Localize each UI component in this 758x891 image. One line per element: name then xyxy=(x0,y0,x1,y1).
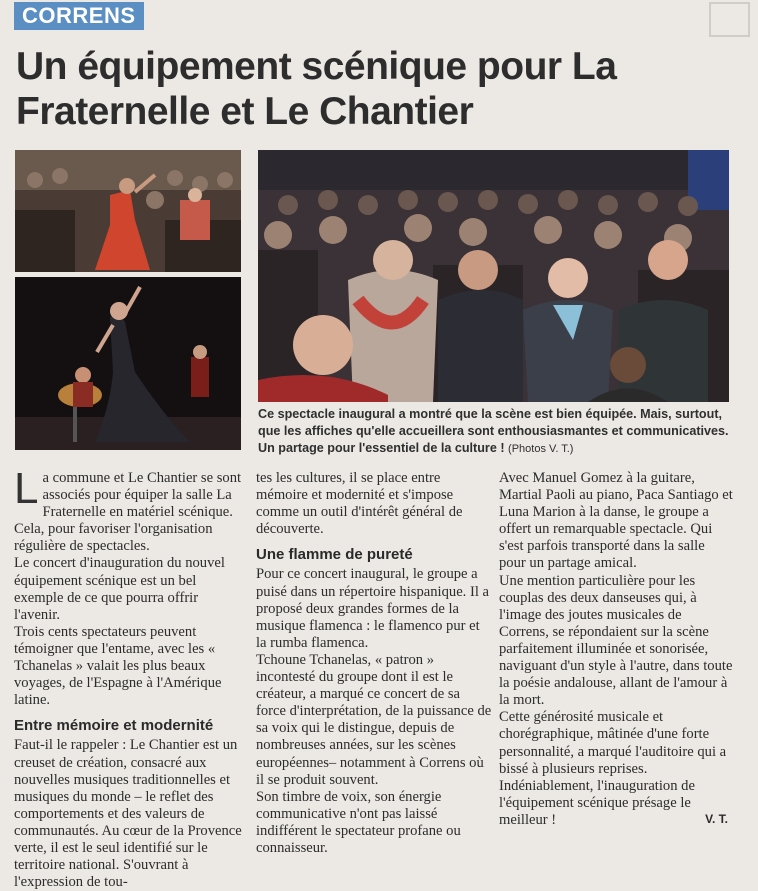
article-paragraph xyxy=(14,464,244,555)
article-paragraph: Cette générosité musicale et chorégraphique, mâtinée d'une forte personnalité, a marqué l'auditoire qui a bissé à plusieurs reprises. xyxy=(499,709,727,777)
headline: Un équipement scénique pour La Fraternelle et Le Chantier xyxy=(16,45,617,133)
article-column-1 xyxy=(14,464,244,891)
article-fulltext xyxy=(0,829,1,830)
article-paragraph: Le concert d'inauguration du nouvel équipement scénique est un bel exemple de ce que pourra offrir l'avenir. xyxy=(14,555,225,623)
article-column-2 xyxy=(256,470,492,857)
intro-text: a commune et Le Chantier se sont associés pour équiper la salle La Fraternelle en matériel scénique. Cela, pour favoriser l'organisation régulière de spectacles. xyxy=(14,470,242,555)
article-paragraph: Faut-il le rappeler : Le Chantier est un creuset de création, consacré aux nouvelles musiques traditionnelles et musiques du monde – le reflet des comportements et des valeurs de communautés. Au cœur de la Provence verte, il est le seul identifié sur le territoire national. S'ouvrant à l'expression de tou- xyxy=(14,737,242,891)
subheading-memoire: Entre mémoire et modernité xyxy=(14,717,214,735)
article-paragraph: Tchoune Tchanelas, « patron » incontesté du groupe dont il est le créateur, a marqué ce concert de sa force d'interprétation, de la puissance de sa voix qui le distingue, depuis de nombreuses années, sur les scènes européennes– notamment à Correns où il se produit souvent. xyxy=(256,651,492,788)
photo-dance-audience xyxy=(15,150,241,272)
article-paragraph: Pour ce concert inaugural, le groupe a puisé dans un répertoire hispanique. Il a proposé deux grandes formes de la musique flamenca : le flamenco pur et la rumba flamenca. xyxy=(256,566,490,651)
bleed-through-box xyxy=(709,2,750,37)
section-rubric: CORRENS xyxy=(14,2,144,30)
article-paragraph: Avec Manuel Gomez à la guitare, Martial Paoli au piano, Paca Santiago et Luna Marion à la danse, le groupe a offert un remarquable spectacle. Qui s'est parfois transporté dans la salle pour un partage amical. xyxy=(499,470,733,572)
subheading-flamme: Une flamme de pureté xyxy=(256,546,413,564)
article-paragraph: tes les cultures, il se place entre mémoire et modernité et s'impose comme un outil d'intérêt général de découverte. xyxy=(256,470,463,538)
photo-flamenco-dancer xyxy=(15,277,241,450)
article-column-3 xyxy=(499,470,733,829)
caption-text: Ce spectacle inaugural a montré que la scène est bien équipée. Mais, surtout, que les affiches qu'elle accueillera sont enthousiasmantes et communicatives. Un partage pour l'essentiel de la culture ! xyxy=(258,407,729,455)
photo-audience xyxy=(258,150,729,402)
article-paragraph: Trois cents spectateurs peuvent témoigner que l'entame, avec les « Tchanelas » valait les plus beaux voyages, de l'Espagne à l'Amérique latine. xyxy=(14,623,222,709)
photo-caption xyxy=(258,406,730,458)
article-paragraph: Son timbre de voix, son énergie communicative n'ont pas laissé indifférent le spectateur profane ou connaisseur. xyxy=(256,788,461,856)
drop-cap: L xyxy=(14,464,39,513)
author-signature: V. T. xyxy=(705,812,728,826)
article-paragraph: Une mention particulière pour les couplas des deux danseuses qui, à l'image des joutes musicales de Correns, se répondaient sur la scène parfaitement illuminée et sonorisée, naviguant d'un style à l'autre, dans toute la poésie andalouse, allant de l'amour à la mort. xyxy=(499,572,733,709)
photo-credit: (Photos V. T.) xyxy=(508,443,574,455)
article-paragraph: Indéniablement, l'inauguration de l'équipement scénique présage le meilleur ! xyxy=(499,777,695,828)
fulltext-p1 xyxy=(0,829,1,830)
